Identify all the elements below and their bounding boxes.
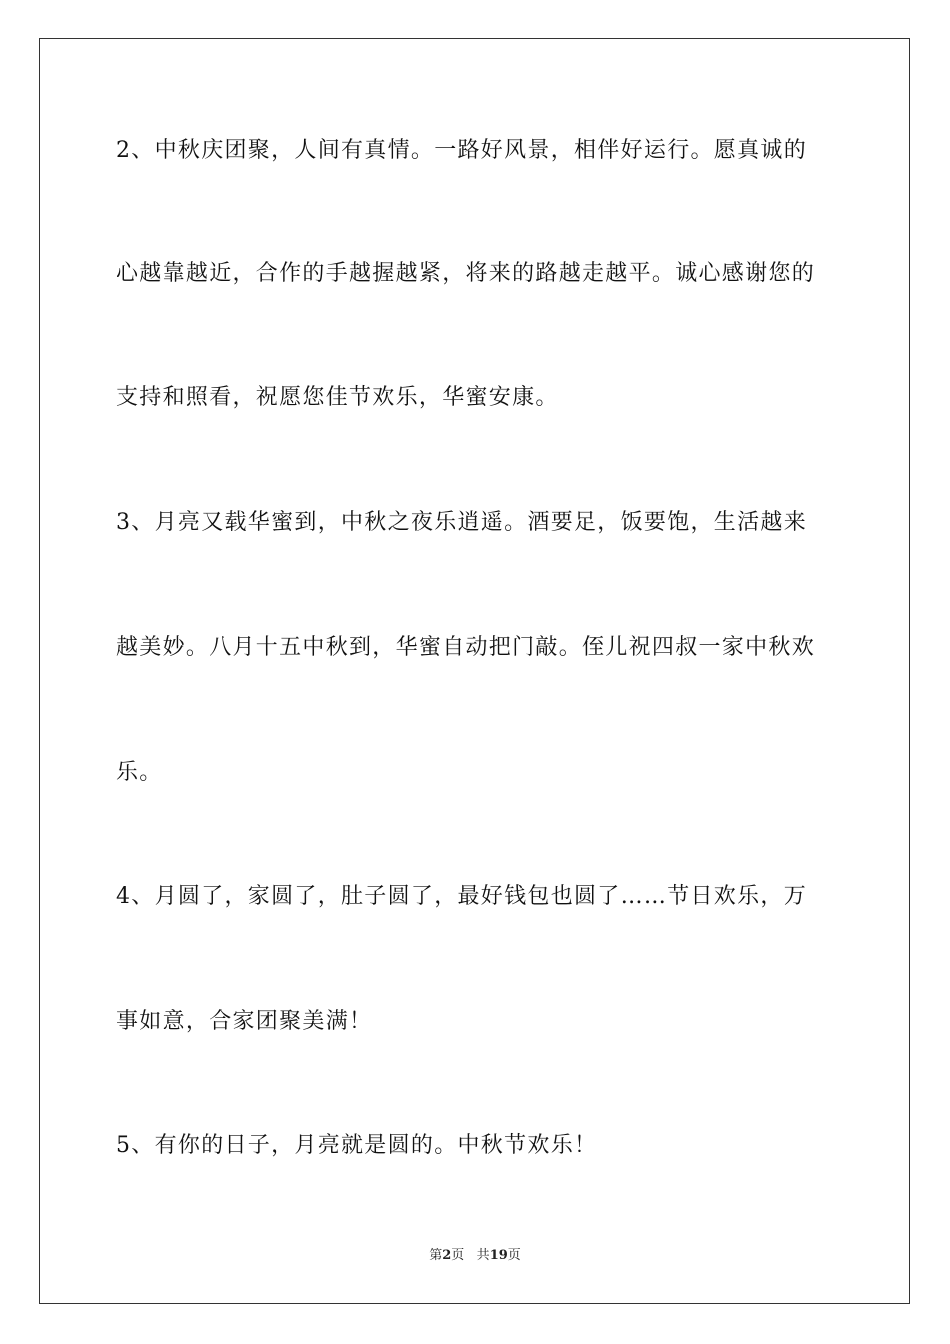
text-line-5: 越美妙。八月十五中秋到，华蜜自动把门敲。侄儿祝四叔一家中秋欢 — [116, 635, 816, 660]
page-frame — [39, 38, 910, 1304]
page-number: 2 — [442, 1248, 452, 1263]
total-pages: 19 — [489, 1248, 508, 1263]
total-prefix: 共 — [476, 1248, 490, 1263]
text-line-6: 乐。 — [116, 760, 163, 785]
total-suffix: 页 — [507, 1248, 521, 1263]
text-line-4: 3、月亮又载华蜜到，中秋之夜乐逍遥。酒要足，饭要饱，生活越来 — [116, 510, 807, 535]
page-suffix: 页 — [451, 1248, 465, 1263]
page-footer — [0, 1247, 950, 1265]
text-line-3: 支持和照看，祝愿您佳节欢乐，华蜜安康。 — [116, 385, 559, 410]
text-line-8: 事如意，合家团聚美满！ — [116, 1009, 373, 1034]
page-prefix: 第 — [429, 1248, 443, 1263]
text-line-1: 2、中秋庆团聚，人间有真情。一路好风景，相伴好运行。愿真诚的 — [116, 138, 807, 163]
text-line-2: 心越靠越近，合作的手越握越紧，将来的路越走越平。诚心感谢您的 — [116, 261, 816, 286]
text-line-7: 4、月圆了，家圆了，肚子圆了，最好钱包也圆了……节日欢乐，万 — [116, 884, 807, 909]
text-line-9: 5、有你的日子，月亮就是圆的。中秋节欢乐！ — [116, 1133, 598, 1158]
